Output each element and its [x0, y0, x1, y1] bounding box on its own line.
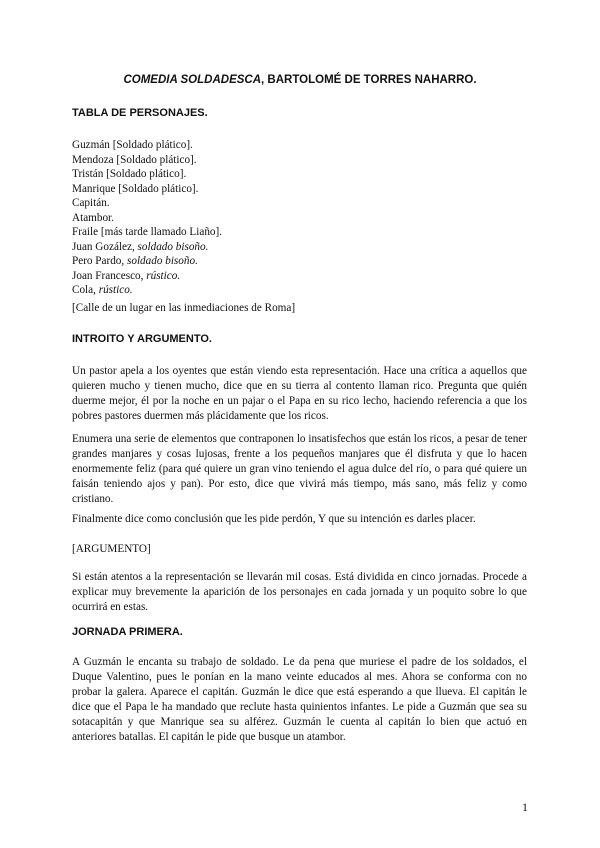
- argumento-label: [ARGUMENTO]: [72, 543, 151, 555]
- heading-jornada-primera: JORNADA PRIMERA.: [72, 626, 183, 638]
- cast-item: Pero Pardo, soldado bisoño.: [72, 255, 198, 267]
- cast-item: Fraile [más tarde llamado Liaño].: [72, 226, 223, 238]
- cast-item: Cola, rústico.: [72, 284, 133, 296]
- cast-item: Mendoza [Soldado plático].: [72, 153, 197, 166]
- cast-item: Juan Gozález, soldado bisoño.: [72, 240, 209, 253]
- introito-paragraph-2: Enumera una serie de elementos que contraponen lo insatisfechos que están los ricos, a pesar de tener grandes manjares y cosas lujosas, frente a los pequeños manjares que él disfruta y que lo hacen enormemente feliz (para qué quiere un gran vino teniendo el agua dulce del río, o para qué quiere un faisán teniendo ajos y pan). Por esto, dice que vivirá más tiempo, más sano, más feliz y como cristiano.: [72, 433, 527, 505]
- setting-note: [Calle de un lugar en las inmediaciones de Roma]: [72, 302, 296, 314]
- argumento-paragraph: Si están atentos a la representación se llevarán mil cosas. Está dividida en cinco jornadas. Procede a explicar muy brevemente la aparición de los personajes en cada jornada y un poquito sobre lo que ocurrirá en estas.: [72, 571, 527, 613]
- introito-paragraph-1: Un pastor apela a los oyentes que están viendo esta representación. Hace una crítica a aquellos que quieren mucho y tienen mucho, dice que en su tierra al contento llaman rico. Pregunta que quién duerme mejor, él por la noche en un pajar o el Papa en su rico lecho, haciendo referencia a que los pobres pastores duermen más plácidamente que los ricos.: [72, 365, 527, 422]
- cast-item: Atambor.: [72, 211, 114, 224]
- title-rest: , BARTOLOMÉ DE TORRES NAHARRO.: [261, 74, 477, 86]
- jornada-primera-paragraph: A Guzmán le encanta su trabajo de soldado. Le da pena que muriese el padre de los soldados, el Duque Valentino, pues le ponían en la mano veinte educados al mes. Ahora se conforma con no probar la galera. Aparece el capitán. Guzmán le dice que está esperando a que llueva. El capitán le dice que el Papa le ha mandado que reclute hasta quinientos infantes. Le pide a Guzmán que sea su sotacapitán y que Manrique sea su alférez. Guzmán le cuenta al capitán lo bien que actuó en anteriores batallas. El capitán le pide que busque un atambor.: [72, 656, 527, 743]
- heading-introito: INTROITO Y ARGUMENTO.: [72, 333, 212, 345]
- cast-list: [72, 138, 222, 298]
- cast-item: Guzmán [Soldado plático].: [72, 139, 193, 151]
- cast-item: Tristán [Soldado plático].: [72, 168, 187, 180]
- cast-item: Manrique [Soldado plático].: [72, 182, 199, 195]
- heading-tabla-personajes: TABLA DE PERSONAJES.: [72, 107, 208, 119]
- document-title: [0, 74, 600, 86]
- title-italic: COMEDIA SOLDADESCA: [123, 74, 262, 86]
- introito-paragraph-3: Finalmente dice como conclusión que les pide perdón, Y que su intención es darles placer.: [72, 513, 476, 525]
- cast-item: Capitán.: [72, 197, 110, 209]
- cast-item: Joan Francesco, rústico.: [72, 269, 181, 282]
- page-number: 1: [522, 800, 528, 814]
